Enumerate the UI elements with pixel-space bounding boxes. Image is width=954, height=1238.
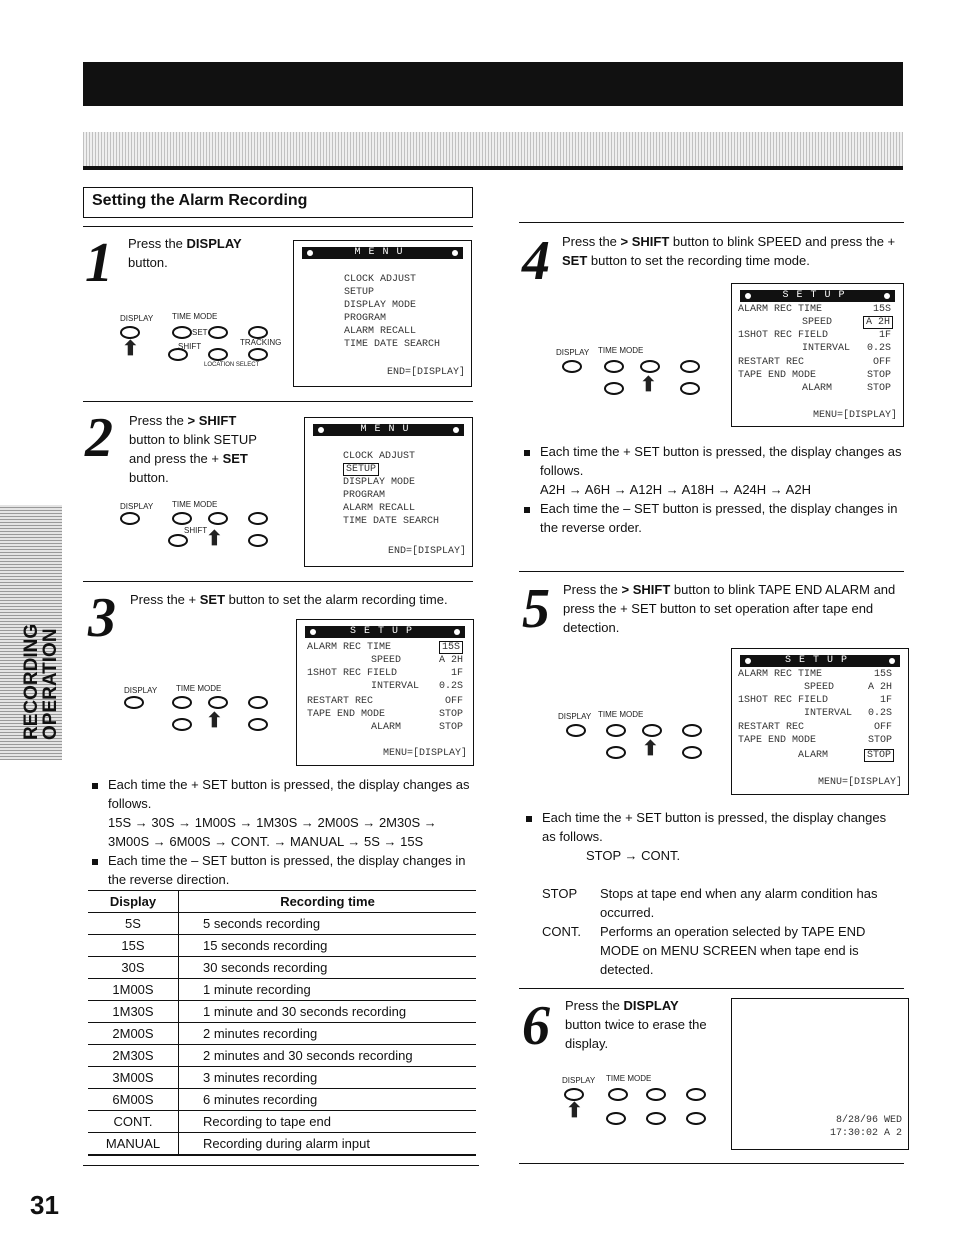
remote-buttons-illustration: DISPLAY TIME MODE ⬆ [556,348,716,408]
step-1-text: Press the DISPLAY button. [128,236,242,270]
step-number: 3 [88,587,116,649]
table-row: 1M00S 1 minute recording [88,979,476,1001]
divider [519,988,904,989]
table-row: 30S 30 seconds recording [88,957,476,979]
remote-buttons-illustration: DISPLAY TIME MODE SET SHIFT TRACKING LOCATION SELECT ⬆ [120,312,282,368]
table-row: 3M00S 3 minutes recording [88,1067,476,1089]
table-header: Recording time [179,891,477,913]
table-row: MANUAL Recording during alarm input [88,1133,476,1156]
press-arrow-icon: ⬆ [642,738,659,760]
step-3-text: Press the + SET button to set the alarm recording time. [130,592,448,607]
header-black-bar [83,62,903,106]
header-dotted-bar [83,132,903,166]
setup-screen-5: SETUP ALARM REC TIME 15S SPEED A 2H 1SHOT REC FIELD 1F INTERVAL 0.2S RESTART REC OFF TAPE END MODE STOP ALARM STOP MENU=[DISPLAY] [731,648,909,795]
table-row: 2M00S 2 minutes recording [88,1023,476,1045]
divider [83,1165,479,1166]
press-arrow-icon: ⬆ [640,374,657,396]
step-number: 5 [522,578,550,640]
setup-screen-3: SETUP ALARM REC TIME 15S SPEED A 2H 1SHOT REC FIELD 1F INTERVAL 0.2S RESTART REC OFF TAPE END MODE STOP ALARM STOP MENU=[DISPLAY] [296,619,474,766]
step-2-text: Press the > SHIFT button to blink SETUP and press the + SET button. [129,413,257,485]
menu-screen-2: MENU CLOCK ADJUST SETUP DISPLAY MODE PROGRAM ALARM RECALL TIME DATE SEARCH END=[DISPLAY] [304,417,473,567]
divider [519,571,904,572]
remote-buttons-illustration: DISPLAY TIME MODE ⬆ [562,1076,722,1136]
table-row: 5S 5 seconds recording [88,913,476,935]
step-number: 1 [85,232,113,294]
menu-screen-1: MENU CLOCK ADJUST SETUP DISPLAY MODE PROGRAM ALARM RECALL TIME DATE SEARCH END=[DISPLAY] [293,240,472,387]
side-tab-label: RECORDING OPERATION [21,623,61,740]
table-row: CONT. Recording to tape end [88,1111,476,1133]
remote-buttons-illustration: DISPLAY TIME MODE ⬆ [124,686,284,746]
table-row: 2M30S 2 minutes and 30 seconds recording [88,1045,476,1067]
table-row: 6M00S 6 minutes recording [88,1089,476,1111]
step-number: 2 [85,407,113,469]
page-number: 31 [30,1190,59,1220]
press-arrow-icon: ⬆ [206,528,223,550]
divider [519,222,904,223]
divider [83,581,473,582]
step-4-text: Press the > SHIFT button to blink SPEED and press the + SET button to set the recording time mode. [562,234,896,268]
table-row: 1M30S 1 minute and 30 seconds recording [88,1001,476,1023]
step-4-notes: Each time the + SET button is pressed, the display changes as follows. A2H → A6H → A12H → A18H → A24H → A2H Each time the – SET button is pressed, the display changes in the reverse order. [522,442,902,537]
setup-screen-4: SETUP ALARM REC TIME 15S SPEED A 2H 1SHOT REC FIELD 1F INTERVAL 0.2S RESTART REC OFF TAPE END MODE STOP ALARM STOP MENU=[DISPLAY] [731,283,904,427]
section-title-box [83,187,473,218]
divider [83,226,473,227]
header-rule [83,166,903,170]
press-arrow-icon: ⬆ [122,338,139,360]
step-5-definitions: STOP Stops at tape end when any alarm condition has occurred. CONT. Performs an operation selected by TAPE END MODE on MENU SCREEN when tape end is detected. [542,886,878,977]
step-number: 4 [522,230,550,292]
section-title: Setting the Alarm Recording [92,192,308,209]
step-3-notes: Each time the + SET button is pressed, the display changes as follows. 15S → 30S → 1M00S → 1M30S → 2M00S → 2M30S → 3M00S → 6M00S → CONT. → MANUAL → 5S → 15S Each time the – SET button is pressed, the display changes in the reverse direction. [88,775,478,889]
press-arrow-icon: ⬆ [206,710,223,732]
step-number: 6 [522,995,550,1057]
display-screen-6: 8/28/96 WED 17:30:02 A 2 [731,998,909,1150]
remote-buttons-illustration: DISPLAY TIME MODE SHIFT ⬆ [120,502,280,562]
table-header: Display [88,891,179,913]
recording-time-table [88,890,476,1156]
divider [519,1163,904,1164]
press-arrow-icon: ⬆ [566,1100,583,1122]
step-5-text: Press the > SHIFT button to blink TAPE END ALARM and press the + SET button to set operation after tape end detection. [563,582,896,635]
step-6-text: Press the DISPLAY button twice to erase the display. [565,998,707,1051]
table-row: 15S 15 seconds recording [88,935,476,957]
divider [83,401,473,402]
step-5-notes: Each time the + SET button is pressed, the display changes as follows. STOP → CONT. [522,808,902,865]
remote-buttons-illustration: DISPLAY TIME MODE ⬆ [558,712,718,772]
